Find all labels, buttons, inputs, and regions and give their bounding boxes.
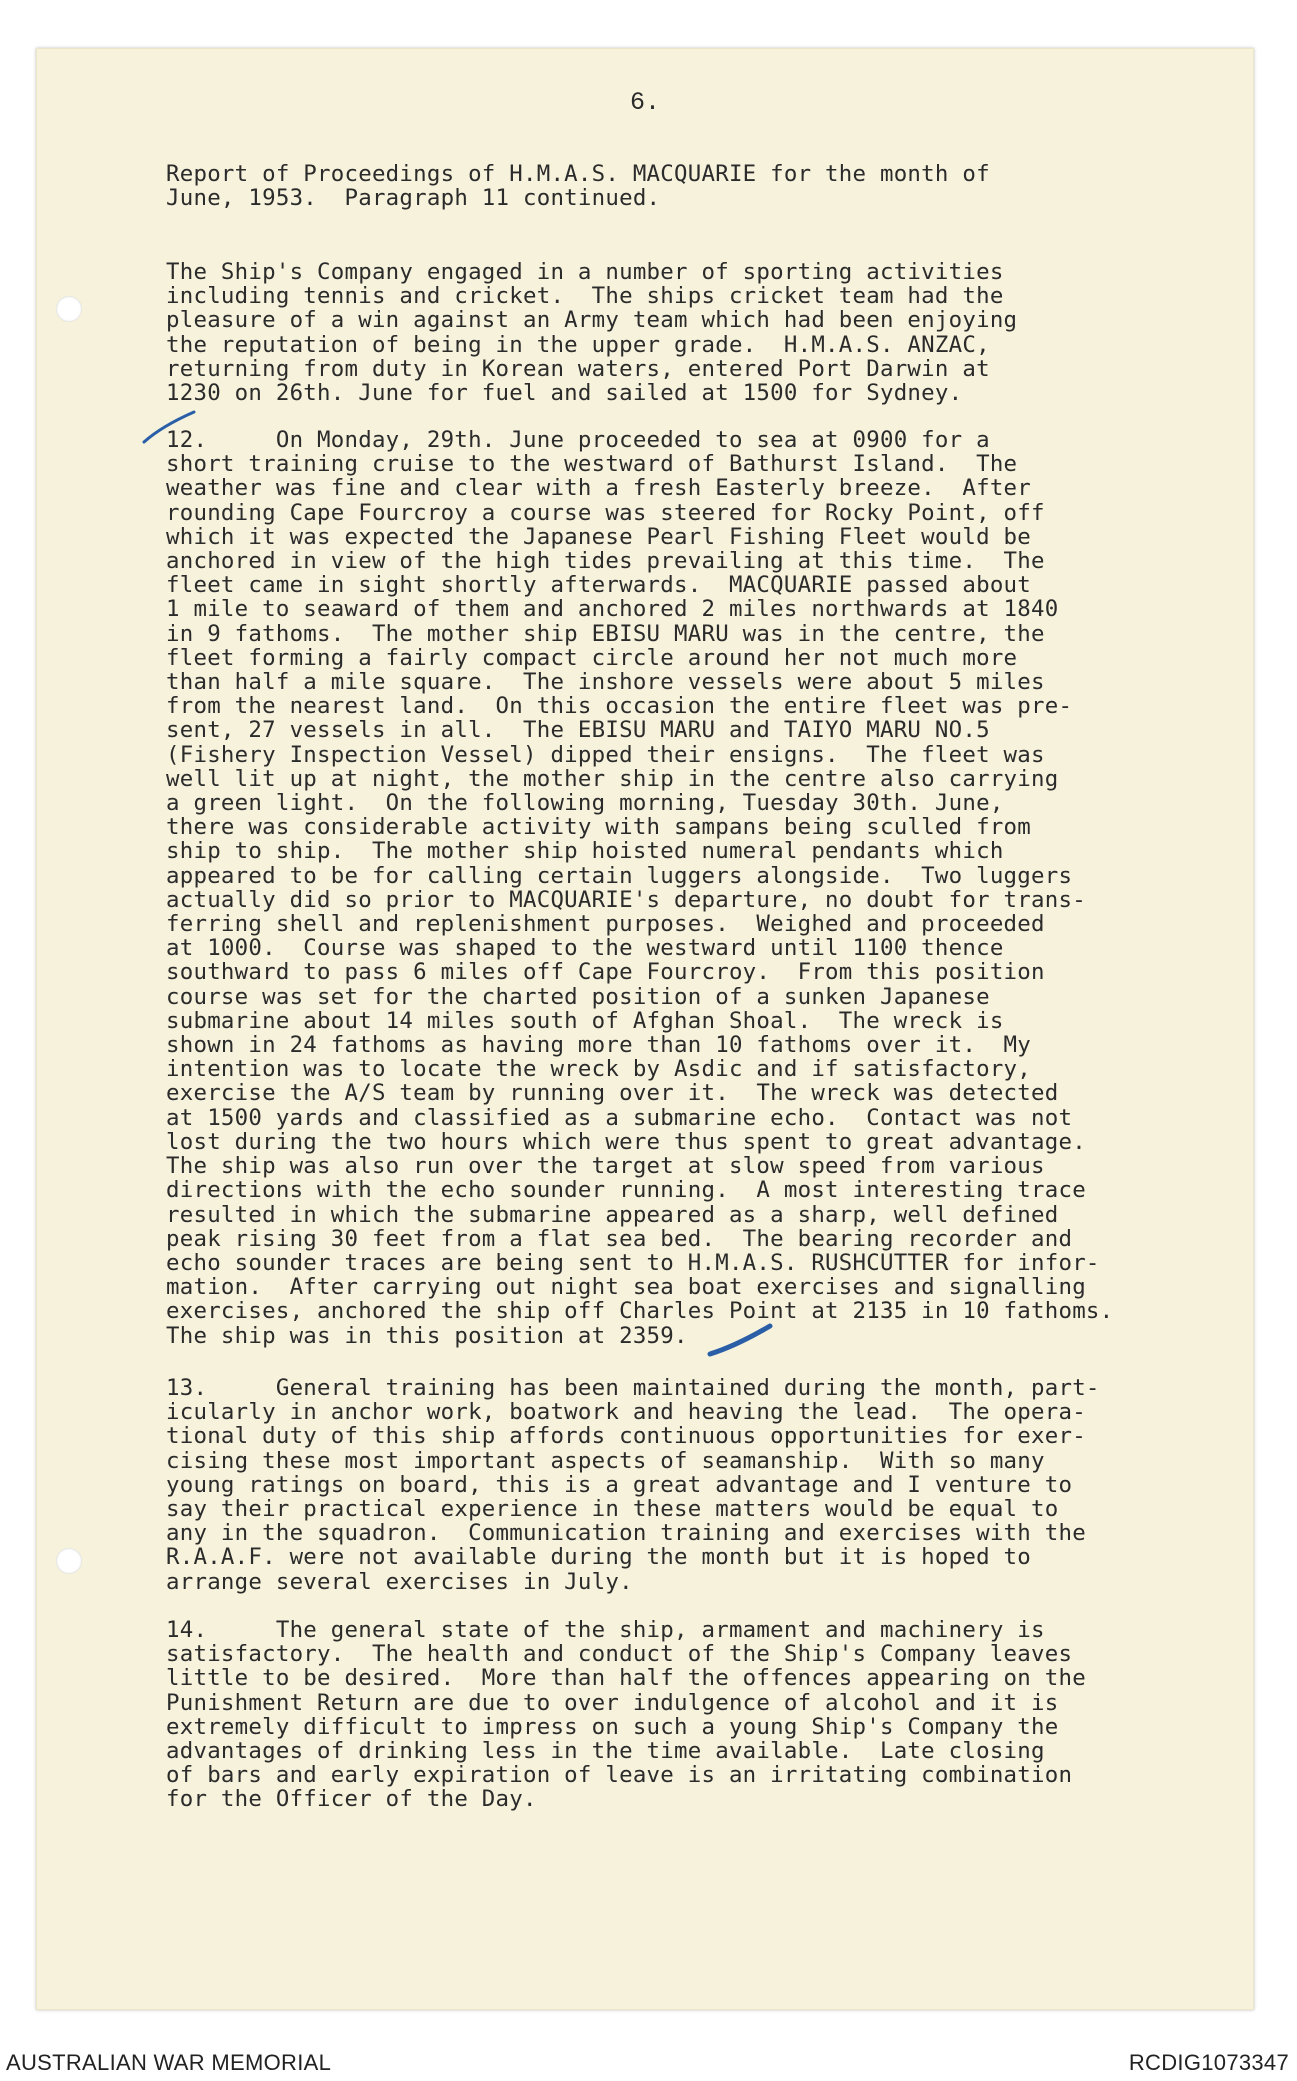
- punch-hole: [56, 1548, 82, 1574]
- paragraph-11-continued: The Ship's Company engaged in a number of sporting activities including tennis and cricket. The ships cricket team had the pleasure of a win against an Army team which had been enjoying the reputation of being in the upper grade. H.M.A.S. ANZAC, returning from duty in Korean waters, entered Port Darwin at 1230 on 26th. June for fuel and sailed at 1500 for Sydney.: [166, 259, 1018, 407]
- punch-hole: [56, 296, 82, 322]
- pencil-end-mark: [706, 1320, 776, 1360]
- report-heading: Report of Proceedings of H.M.A.S. MACQUARIE for the month of June, 1953. Paragraph 11 continued.: [166, 161, 990, 212]
- document-page: [36, 48, 1254, 2010]
- paragraph-13: 13. General training has been maintained during the month, part- icularly in anchor work, boatwork and heaving the lead. The opera- tional duty of this ship affords continuous opportunities for exer- cising these most important aspects of seamanship. With so many young ratings on board, this is a great advantage and I venture to say their practical experience in these matters would be equal to any in the squadron. Communication training and exercises with the R.A.A.F. were not available during the month but it is hoped to arrange several exercises in July.: [166, 1375, 1100, 1595]
- footer-record-id: RCDIG1073347: [1128, 2050, 1289, 2075]
- paragraph-14: 14. The general state of the ship, armament and machinery is satisfactory. The health and conduct of the Ship's Company leaves little to be desired. More than half the offences appearing on the Punishment Return are due to over indulgence of alcohol and it is extremely difficult to impress on such a young Ship's Company the advantages of drinking less in the time available. Late closing of bars and early expiration of leave is an irritating combination for the Officer of the Day.: [166, 1617, 1086, 1813]
- footer-archive-name: AUSTRALIAN WAR MEMORIAL: [6, 2050, 332, 2075]
- pencil-tick-mark: [140, 408, 200, 448]
- paragraph-12: 12. On Monday, 29th. June proceeded to sea at 0900 for a short training cruise to the westward of Bathurst Island. The weather was fine and clear with a fresh Easterly breeze. After rounding Cape Fourcroy a course was steered for Rocky Point, off which it was expected the Japanese Pearl Fishing Fleet would be anchored in view of the high tides prevailing at this time. The fleet came in sight shortly afterwards. MACQUARIE passed about 1 mile to seaward of them and anchored 2 miles northwards at 1840 in 9 fathoms. The mother ship EBISU MARU was in the centre, the fleet forming a fairly compact circle around her not much more than half a mile square. The inshore vessels were about 5 miles from the nearest land. On this occasion the entire fleet was pre- sent, 27 vessels in all. The EBISU MARU and TAIYO MARU NO.5 (Fishery Inspection Vessel) dipped their ensigns. The fleet was well lit up at night, the mother ship in the centre also carrying a green light. On the following morning, Tuesday 30th. June, there was considerable activity with sampans being sculled from ship to ship. The mother ship hoisted numeral pendants which appeared to be for calling certain luggers alongside. Two luggers actually did so prior to MACQUARIE's departure, no doubt for trans- ferring shell and replenishment purposes. Weighed and proceeded at 1000. Course was shaped to the westward until 1100 thence southward to pass 6 miles off Cape Fourcroy. From this position course was set for the charted position of a sunken Japanese submarine about 14 miles south of Afghan Shoal. The wreck is shown in 24 fathoms as having more than 10 fathoms over it. My intention was to locate the wreck by Asdic and if satisfactory, exercise the A/S team by running over it. The wreck was detected at 1500 yards and classified as a submarine echo. Contact was not lost during the two hours which were thus spent to great advantage. The ship was also run over the target at slow speed from various directions with the echo sounder running. A most interesting trace resulted in which the submarine appeared as a sharp, well defined peak rising 30 feet from a flat sea bed. The bearing recorder and echo sounder traces are being sent to H.M.A.S. RUSHCUTTER for infor- mation. After carrying out night sea boat exercises and signalling exercises, anchored the ship off Charles Point at 2135 in 10 fathoms. The ship was in this position at 2359.: [166, 427, 1114, 1349]
- page-number: 6.: [629, 88, 660, 117]
